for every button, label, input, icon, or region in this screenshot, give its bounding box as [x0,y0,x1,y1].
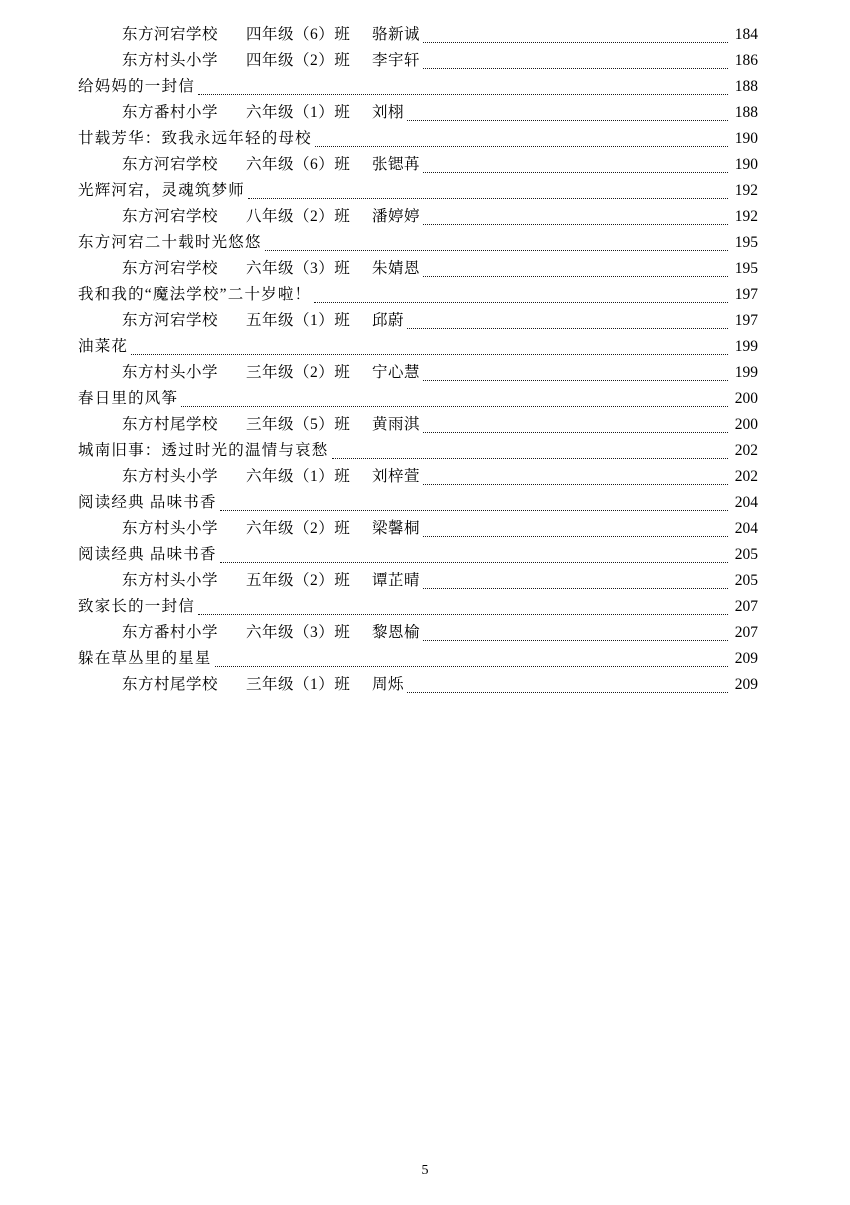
toc-entry-author-name: 谭芷晴 [372,572,421,589]
toc-entry-grade: 三年级（5）班 [246,416,351,433]
toc-entry-page-number: 192 [734,182,758,199]
toc-entry-author-name: 潘婷婷 [372,208,421,225]
toc-entry-author-info [78,516,420,542]
toc-entry-school: 东方河宕学校 [122,208,219,225]
toc-entry-page-number: 202 [734,468,758,485]
toc-entry-page-number: 186 [734,52,758,69]
toc-leader-dots [248,197,728,199]
toc-entry-grade: 六年级（1）班 [246,104,351,121]
toc-entry-author-info [78,464,420,490]
toc-leader-dots [265,249,728,251]
toc-entry-author-name: 骆新诚 [372,26,421,43]
toc-entry-grade: 四年级（6）班 [246,26,351,43]
toc-author-row[interactable] [78,22,758,48]
toc-entry-author-name: 刘梓萱 [372,468,421,485]
toc-entry-page-number: 199 [734,364,758,381]
toc-entry-author-info [78,568,420,594]
toc-leader-dots [423,223,728,225]
toc-entry-title: 油菜花 [78,338,129,355]
toc-entry-grade: 三年级（2）班 [246,364,351,381]
toc-entry-school: 东方河宕学校 [122,312,219,329]
toc-entry-author-info [78,152,420,178]
toc-entry-page-number: 204 [734,520,758,537]
toc-entry-author-name: 黎恩榆 [372,624,421,641]
toc-entry-page-number: 209 [734,650,758,667]
toc-leader-dots [407,119,728,121]
toc-leader-dots [407,327,728,329]
toc-entry-author-info [78,620,420,646]
toc-entry-author-info [78,48,420,74]
toc-title-row[interactable] [78,646,758,672]
toc-entry-page-number: 204 [734,494,758,511]
toc-entry-page-number: 184 [734,26,758,43]
toc-entry-title: 廿载芳华：致我永远年轻的母校 [78,130,312,147]
toc-leader-dots [315,145,728,147]
toc-title-row[interactable] [78,178,758,204]
toc-entry-school: 东方村头小学 [122,364,219,381]
toc-author-row[interactable] [78,620,758,646]
toc-entry-grade: 六年级（6）班 [246,156,351,173]
toc-entry-page-number: 188 [734,78,758,95]
toc-leader-dots [314,301,728,303]
toc-entry-page-number: 197 [734,312,758,329]
toc-entry-grade: 六年级（1）班 [246,468,351,485]
toc-entry-page-number: 192 [734,208,758,225]
toc-leader-dots [131,353,728,355]
toc-leader-dots [423,431,728,433]
toc-leader-dots [423,67,728,69]
toc-author-row[interactable] [78,360,758,386]
toc-author-row[interactable] [78,516,758,542]
toc-entry-page-number: 207 [734,598,758,615]
toc-entry-title: 我和我的“魔法学校”二十岁啦！ [78,286,312,303]
toc-leader-dots [198,93,728,95]
toc-title-row[interactable] [78,542,758,568]
toc-entry-school: 东方村尾学校 [122,416,219,433]
toc-title-row[interactable] [78,126,758,152]
toc-entry-page-number: 207 [734,624,758,641]
toc-entry-page-number: 205 [734,572,758,589]
toc-entry-author-name: 梁馨桐 [372,520,421,537]
toc-entry-page-number: 200 [734,416,758,433]
toc-entry-title: 致家长的一封信 [78,598,195,615]
toc-author-row[interactable] [78,48,758,74]
toc-leader-dots [423,639,728,641]
toc-title-row[interactable] [78,490,758,516]
toc-entry-title: 城南旧事：透过时光的温情与哀愁 [78,442,329,459]
toc-entry-title: 东方河宕二十载时光悠悠 [78,234,262,251]
toc-entry-author-name: 邱蔚 [372,312,405,329]
toc-entry-school: 东方番村小学 [122,624,219,641]
toc-entry-title: 阅读经典 品味书香 [78,546,217,563]
table-of-contents [78,22,758,698]
toc-leader-dots [423,171,728,173]
toc-entry-page-number: 199 [734,338,758,355]
toc-leader-dots [407,691,728,693]
toc-entry-author-info [78,308,404,334]
toc-leader-dots [423,41,728,43]
toc-leader-dots [423,587,728,589]
toc-entry-page-number: 202 [734,442,758,459]
toc-entry-school: 东方河宕学校 [122,156,219,173]
toc-author-row[interactable] [78,256,758,282]
toc-entry-grade: 四年级（2）班 [246,52,351,69]
toc-entry-school: 东方村头小学 [122,572,219,589]
toc-entry-grade: 三年级（1）班 [246,676,351,693]
toc-entry-author-info [78,204,420,230]
toc-entry-school: 东方村头小学 [122,52,219,69]
toc-entry-school: 东方村尾学校 [122,676,219,693]
toc-entry-author-info [78,100,404,126]
toc-entry-author-info [78,412,420,438]
toc-entry-title: 阅读经典 品味书香 [78,494,217,511]
toc-entry-page-number: 195 [734,260,758,277]
toc-entry-grade: 六年级（2）班 [246,520,351,537]
toc-leader-dots [423,275,728,277]
toc-author-row[interactable] [78,568,758,594]
toc-author-row[interactable] [78,308,758,334]
toc-leader-dots [423,379,728,381]
toc-entry-author-info [78,256,420,282]
toc-entry-author-name: 周烁 [372,676,405,693]
toc-entry-author-name: 黄雨淇 [372,416,421,433]
toc-entry-page-number: 190 [734,130,758,147]
toc-entry-page-number: 205 [734,546,758,563]
toc-entry-page-number: 190 [734,156,758,173]
toc-entry-page-number: 200 [734,390,758,407]
toc-leader-dots [332,457,728,459]
toc-entry-page-number: 209 [734,676,758,693]
toc-entry-author-info [78,22,420,48]
page-footer [0,1163,850,1179]
toc-title-row[interactable] [78,438,758,464]
toc-author-row[interactable] [78,152,758,178]
toc-entry-author-name: 刘栩 [372,104,405,121]
toc-title-row[interactable] [78,230,758,256]
toc-entry-grade: 八年级（2）班 [246,208,351,225]
toc-leader-dots [423,535,728,537]
toc-author-row[interactable] [78,412,758,438]
toc-entry-author-name: 张锶苒 [372,156,421,173]
toc-author-row[interactable] [78,672,758,698]
toc-entry-author-name: 宁心慧 [372,364,421,381]
toc-title-row[interactable] [78,386,758,412]
toc-leader-dots [181,405,728,407]
toc-title-row[interactable] [78,74,758,100]
toc-title-row[interactable] [78,334,758,360]
toc-leader-dots [220,509,728,511]
toc-entry-title: 光辉河宕，灵魂筑梦师 [78,182,246,199]
toc-entry-author-info [78,672,404,698]
toc-leader-dots [423,483,728,485]
toc-author-row[interactable] [78,100,758,126]
toc-entry-title: 春日里的风筝 [78,390,179,407]
toc-leader-dots [198,613,728,615]
toc-entry-title: 给妈妈的一封信 [78,78,195,95]
toc-entry-grade: 五年级（2）班 [246,572,351,589]
toc-title-row[interactable] [78,594,758,620]
toc-entry-school: 东方番村小学 [122,104,219,121]
toc-entry-page-number: 188 [734,104,758,121]
toc-entry-grade: 六年级（3）班 [246,260,351,277]
toc-entry-school: 东方村头小学 [122,520,219,537]
toc-author-row[interactable] [78,204,758,230]
toc-entry-school: 东方河宕学校 [122,260,219,277]
toc-leader-dots [220,561,728,563]
toc-entry-author-name: 朱婧恩 [372,260,421,277]
toc-entry-grade: 五年级（1）班 [246,312,351,329]
toc-entry-page-number: 195 [734,234,758,251]
toc-title-row[interactable] [78,282,758,308]
toc-entry-author-name: 李宇轩 [372,52,421,69]
toc-entry-grade: 六年级（3）班 [246,624,351,641]
toc-entry-school: 东方村头小学 [122,468,219,485]
toc-entry-school: 东方河宕学校 [122,26,219,43]
toc-entry-title: 躲在草丛里的星星 [78,650,212,667]
toc-entry-page-number: 197 [734,286,758,303]
toc-author-row[interactable] [78,464,758,490]
toc-entry-author-info [78,360,420,386]
page-number: 5 [421,1163,429,1178]
toc-leader-dots [215,665,728,667]
